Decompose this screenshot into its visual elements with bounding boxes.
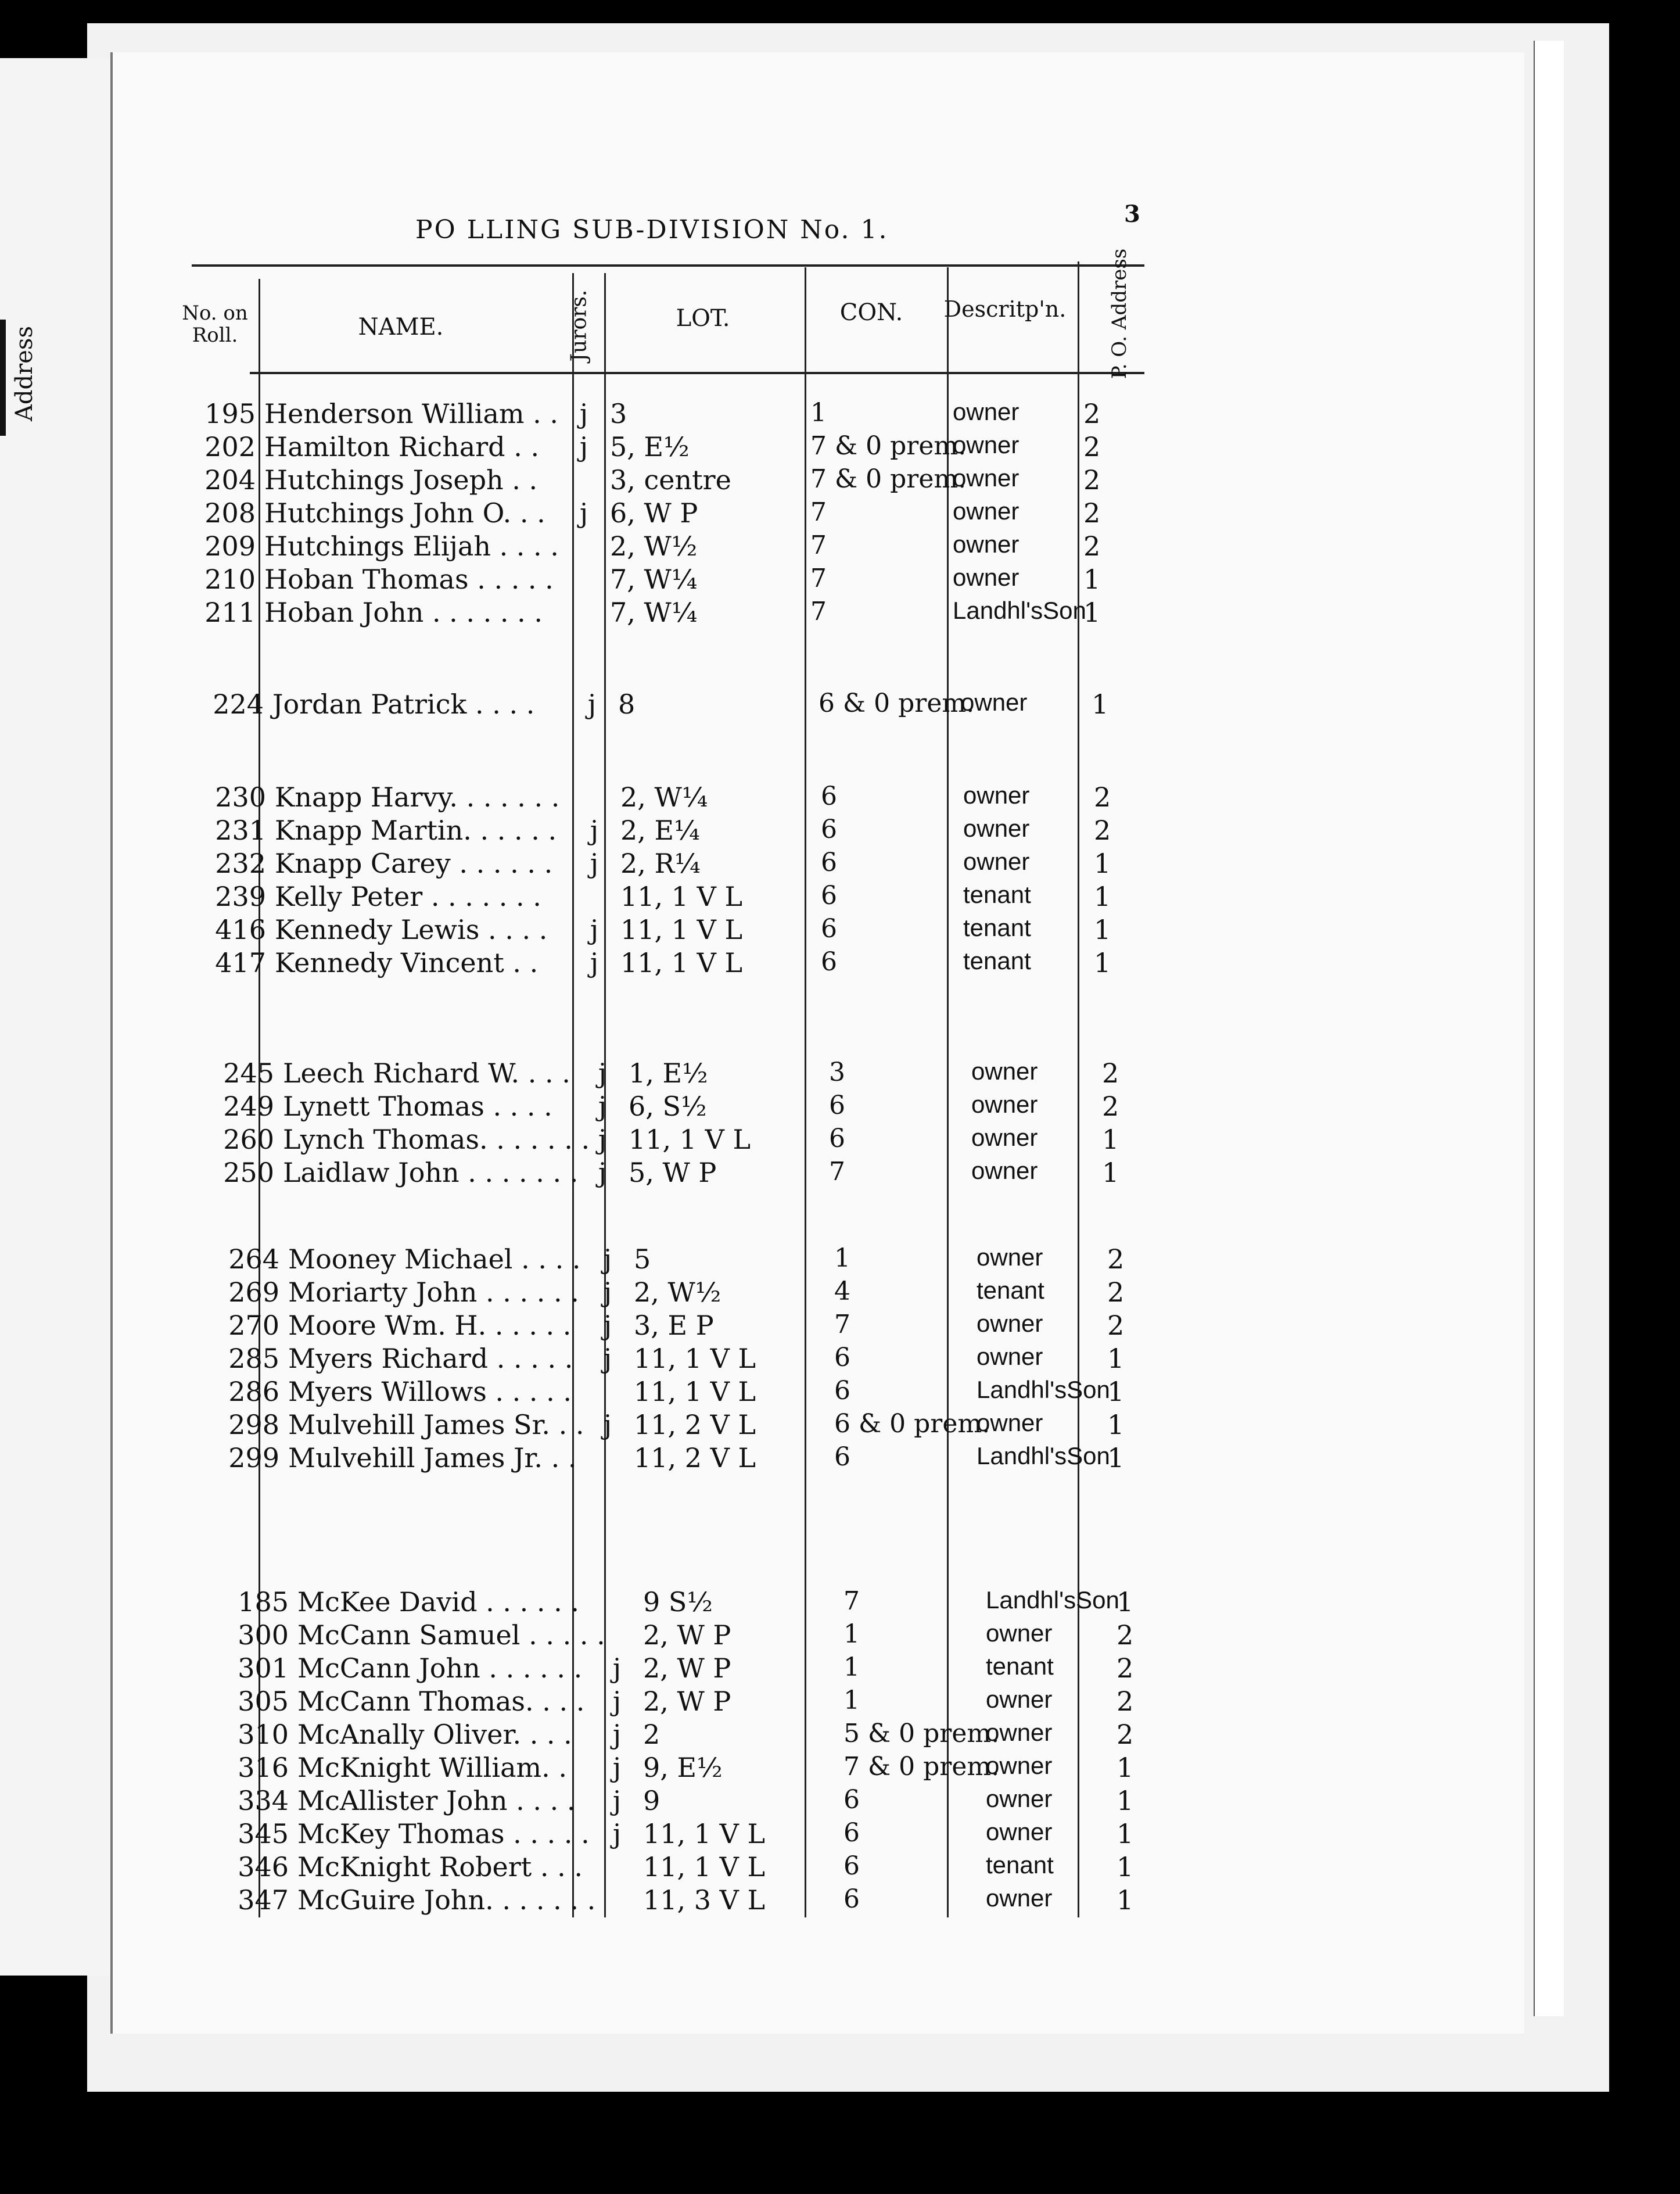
cell-desc: owner: [986, 1719, 1053, 1746]
cell-po: 2: [1117, 1686, 1134, 1717]
cell-lot: 1, E½: [629, 1057, 708, 1089]
table-row: [24, 1409, 1186, 1443]
cell-po: 2: [1083, 398, 1101, 429]
cell-name: Laidlaw John . . . . . . .: [283, 1157, 579, 1188]
cell-desc: owner: [953, 464, 1020, 492]
cell-juror: j: [598, 1057, 607, 1089]
cell-no: 264: [228, 1243, 279, 1275]
cell-no: 231: [215, 815, 266, 846]
cell-desc: owner: [986, 1884, 1053, 1912]
table-row: [33, 1785, 1195, 1819]
cell-name: McKee David . . . . . .: [297, 1586, 579, 1618]
right-page-edge: [1534, 41, 1564, 2016]
cell-no: 270: [228, 1310, 279, 1341]
cell-name: Mooney Michael . . . .: [288, 1243, 581, 1275]
cell-name: Kennedy Vincent . .: [275, 947, 539, 978]
cell-juror: j: [603, 1409, 612, 1440]
cell-lot: 6, S½: [629, 1091, 707, 1122]
table-row: [24, 1243, 1186, 1277]
cell-lot: 7, W¼: [610, 564, 698, 595]
cell-con: 6: [834, 1442, 850, 1472]
cell-juror: j: [590, 815, 599, 846]
cell-desc: tenant: [986, 1851, 1054, 1878]
cell-lot: 2, E¼: [620, 815, 700, 846]
cell-juror: j: [603, 1277, 612, 1308]
table-row: [33, 1586, 1195, 1620]
cell-juror: j: [612, 1785, 622, 1816]
cell-name: Mulvehill James Jr. . .: [288, 1442, 577, 1474]
cell-desc: owner: [986, 1619, 1053, 1647]
cell-juror: j: [579, 398, 588, 429]
cell-po: 2: [1117, 1619, 1134, 1651]
cell-con: 6: [834, 1343, 850, 1372]
cell-desc: owner: [971, 1157, 1038, 1184]
cell-no: 185: [238, 1586, 289, 1618]
cell-desc: owner: [986, 1818, 1053, 1845]
cell-no: 269: [228, 1277, 279, 1308]
cell-no: 416: [215, 914, 266, 945]
cell-con: 6: [821, 781, 837, 811]
cell-con: 7: [829, 1157, 845, 1186]
cell-con: 7: [810, 564, 827, 593]
cell-po: 1: [1083, 564, 1101, 595]
table-row: [24, 1277, 1186, 1310]
cell-po: 2: [1107, 1243, 1125, 1275]
cell-desc: owner: [953, 497, 1020, 525]
cell-po: 1: [1102, 1124, 1119, 1155]
cell-lot: 9: [643, 1785, 660, 1816]
cell-no: 249: [223, 1091, 274, 1122]
header-rule-top: [192, 264, 1144, 267]
cell-name: McKnight Robert . . .: [297, 1851, 583, 1883]
cell-desc: owner: [977, 1343, 1043, 1370]
cell-no: 299: [228, 1442, 279, 1474]
cell-po: 1: [1102, 1157, 1119, 1188]
cell-no: 211: [204, 597, 256, 628]
cell-desc: owner: [953, 530, 1020, 558]
table-row: [24, 1442, 1186, 1476]
cell-con: 6: [829, 1091, 845, 1120]
cell-name: Kelly Peter . . . . . . .: [275, 881, 541, 912]
table-row: [0, 564, 1162, 597]
cell-con: 6: [843, 1785, 860, 1815]
cell-no: 417: [215, 947, 266, 978]
cell-desc: tenant: [963, 914, 1031, 941]
cell-lot: 9 S½: [643, 1586, 713, 1618]
cell-no: 245: [223, 1057, 274, 1089]
cell-con: 1: [843, 1652, 860, 1682]
cell-po: 1: [1094, 848, 1111, 879]
cell-desc: owner: [971, 1057, 1038, 1085]
cell-no: 202: [204, 431, 256, 463]
cell-juror: j: [598, 1157, 607, 1188]
cell-desc: owner: [977, 1243, 1043, 1271]
cell-name: Kennedy Lewis . . . .: [275, 914, 548, 945]
cell-po: 2: [1083, 530, 1101, 562]
cell-juror: j: [579, 497, 588, 529]
cell-po: 1: [1107, 1442, 1125, 1474]
cell-lot: 2: [643, 1719, 660, 1750]
cell-po: 2: [1094, 815, 1111, 846]
header-rule-bottom: [250, 372, 1144, 374]
column-header-lot: LOT.: [676, 305, 730, 332]
cell-no: 300: [238, 1619, 289, 1651]
table-row: [10, 947, 1172, 981]
cell-juror: j: [598, 1091, 607, 1122]
cell-no: 250: [223, 1157, 274, 1188]
cell-desc: owner: [963, 848, 1030, 875]
cell-con: 1: [843, 1686, 860, 1715]
cell-no: 260: [223, 1124, 274, 1155]
cell-no: 224: [213, 689, 264, 720]
cell-con: 6 & 0 prem.: [819, 689, 975, 718]
cell-name: Hutchings Elijah . . . .: [264, 530, 559, 562]
cell-desc: owner: [986, 1686, 1053, 1713]
cell-desc: owner: [971, 1091, 1038, 1118]
cell-po: 1: [1094, 947, 1111, 978]
cell-con: 7: [810, 597, 827, 626]
table-row: [33, 1851, 1195, 1885]
cell-no: 346: [238, 1851, 289, 1883]
cell-po: 2: [1083, 497, 1101, 529]
cell-po: 1: [1083, 597, 1101, 628]
cell-desc: tenant: [986, 1652, 1054, 1680]
cell-po: 2: [1094, 781, 1111, 813]
cell-lot: 2, W P: [643, 1686, 731, 1717]
cell-lot: 11, 1 V L: [629, 1124, 751, 1155]
column-header-no: No. on Roll.: [182, 302, 248, 347]
cell-lot: 5, E½: [610, 431, 690, 463]
table-row: [0, 497, 1162, 531]
cell-desc: Landhl'sSon: [953, 597, 1086, 624]
cell-juror: j: [612, 1686, 622, 1717]
cell-juror: j: [590, 848, 599, 879]
cell-name: Mulvehill James Sr. . .: [288, 1409, 584, 1440]
cell-no: 301: [238, 1652, 289, 1684]
cell-desc: owner: [986, 1752, 1053, 1779]
cell-no: 230: [215, 781, 266, 813]
cell-lot: 11, 1 V L: [620, 914, 743, 945]
cell-juror: j: [590, 914, 599, 945]
cell-name: Moriarty John . . . . . .: [288, 1277, 579, 1308]
cell-name: Knapp Carey . . . . . .: [275, 848, 553, 879]
cell-name: Henderson William . .: [264, 398, 559, 429]
column-header-con: CON.: [839, 299, 903, 326]
cell-desc: owner: [977, 1310, 1043, 1337]
cell-no: 209: [204, 530, 256, 562]
table-row: [33, 1686, 1195, 1719]
cell-juror: j: [587, 689, 597, 720]
cell-desc: owner: [963, 781, 1030, 809]
cell-desc: tenant: [977, 1277, 1044, 1304]
cell-juror: j: [603, 1243, 612, 1275]
cell-lot: 6, W P: [610, 497, 698, 529]
cell-name: McKnight William. .: [297, 1752, 567, 1783]
cell-con: 7: [810, 530, 827, 560]
cell-con: 6: [843, 1884, 860, 1914]
cell-name: Hamilton Richard . .: [264, 431, 540, 463]
cell-name: Moore Wm. H. . . . . .: [288, 1310, 572, 1341]
cell-no: 195: [204, 398, 256, 429]
cell-lot: 11, 1 V L: [643, 1851, 766, 1883]
cell-no: 345: [238, 1818, 289, 1849]
cell-juror: j: [603, 1343, 612, 1374]
cell-name: Knapp Martin. . . . . .: [275, 815, 557, 846]
table-row: [33, 1619, 1195, 1653]
cell-con: 6: [821, 848, 837, 877]
cell-lot: 11, 1 V L: [620, 881, 743, 912]
cell-lot: 5: [634, 1243, 651, 1275]
cell-name: Lynch Thomas. . . . . . .: [283, 1124, 590, 1155]
page-title: PO LLING SUB-DIVISION No. 1.: [415, 215, 889, 245]
cell-con: 6: [821, 815, 837, 844]
cell-con: 7: [843, 1586, 860, 1616]
cell-po: 1: [1092, 689, 1109, 720]
cell-po: 2: [1083, 464, 1101, 496]
table-row: [10, 815, 1172, 848]
cell-juror: j: [612, 1719, 622, 1750]
cell-con: 6: [821, 914, 837, 944]
cell-name: McGuire John. . . . . . .: [297, 1884, 596, 1916]
cell-con: 4: [834, 1277, 850, 1306]
cell-po: 1: [1117, 1586, 1134, 1618]
cell-juror: j: [612, 1818, 622, 1849]
table-row: [33, 1752, 1195, 1786]
table-row: [33, 1884, 1195, 1918]
cell-po: 1: [1107, 1409, 1125, 1440]
cell-lot: 11, 1 V L: [643, 1818, 766, 1849]
cell-desc: owner: [986, 1785, 1053, 1812]
cell-lot: 2, W P: [643, 1619, 731, 1651]
cell-desc: owner: [953, 398, 1020, 425]
cell-lot: 2, W¼: [620, 781, 708, 813]
cell-lot: 11, 2 V L: [634, 1409, 756, 1440]
cell-con: 7 & 0 prem.: [810, 431, 967, 461]
page-number: 3: [1124, 200, 1140, 228]
cell-no: 208: [204, 497, 256, 529]
cell-lot: 2, W½: [634, 1277, 721, 1308]
cell-con: 1: [843, 1619, 860, 1649]
table-row: [33, 1818, 1195, 1852]
cell-desc: Landhl'sSon: [986, 1586, 1119, 1614]
table-row: [0, 398, 1162, 432]
cell-name: Hoban John . . . . . . .: [264, 597, 543, 628]
cell-no: 334: [238, 1785, 289, 1816]
cell-po: 1: [1107, 1376, 1125, 1407]
table-row: [10, 781, 1172, 815]
cell-po: 1: [1117, 1884, 1134, 1916]
cell-name: Jordan Patrick . . . .: [272, 689, 535, 720]
cell-lot: 3, E P: [634, 1310, 714, 1341]
cell-lot: 3: [610, 398, 627, 429]
cell-con: 6: [821, 881, 837, 910]
cell-desc: owner: [971, 1124, 1038, 1151]
table-row: [19, 1157, 1180, 1191]
cell-desc: owner: [977, 1409, 1043, 1436]
cell-name: Myers Willows . . . . .: [288, 1376, 572, 1407]
cell-lot: 11, 1 V L: [620, 947, 743, 978]
table-row: [24, 1376, 1186, 1410]
cell-name: McAllister John . . . .: [297, 1785, 576, 1816]
cell-lot: 11, 1 V L: [634, 1343, 756, 1374]
table-row: [0, 597, 1162, 630]
cell-no: 239: [215, 881, 266, 912]
cell-con: 7: [834, 1310, 850, 1339]
cell-name: McKey Thomas . . . . .: [297, 1818, 590, 1849]
cell-po: 1: [1117, 1818, 1134, 1849]
cell-po: 1: [1117, 1851, 1134, 1883]
cell-po: 2: [1117, 1652, 1134, 1684]
cell-po: 1: [1094, 881, 1111, 912]
cell-name: Lynett Thomas . . . .: [283, 1091, 552, 1122]
cell-name: Knapp Harvy. . . . . . .: [275, 781, 560, 813]
cell-name: Myers Richard . . . . .: [288, 1343, 573, 1374]
table-row: [33, 1652, 1195, 1686]
cell-no: 210: [204, 564, 256, 595]
table-row: [8, 689, 1170, 722]
cell-desc: owner: [953, 564, 1020, 591]
table-row: [24, 1310, 1186, 1343]
cell-lot: 7, W¼: [610, 597, 698, 628]
cell-con: 3: [829, 1057, 845, 1087]
cell-no: 310: [238, 1719, 289, 1750]
table-row: [0, 464, 1162, 498]
cell-po: 2: [1102, 1091, 1119, 1122]
cell-po: 2: [1107, 1310, 1125, 1341]
cell-juror: j: [612, 1652, 622, 1684]
cell-con: 6: [821, 947, 837, 977]
cell-lot: 11, 3 V L: [643, 1884, 766, 1916]
cell-lot: 8: [618, 689, 636, 720]
table-row: [0, 431, 1162, 465]
cell-po: 1: [1094, 914, 1111, 945]
cell-lot: 2, W½: [610, 530, 698, 562]
cell-desc: Landhl'sSon: [977, 1442, 1110, 1469]
cell-con: 1: [834, 1243, 850, 1273]
cell-no: 316: [238, 1752, 289, 1783]
cell-con: 6: [829, 1124, 845, 1153]
cell-con: 6 & 0 prem.: [834, 1409, 990, 1439]
cell-juror: j: [579, 431, 588, 463]
cell-po: 1: [1117, 1785, 1134, 1816]
cell-no: 305: [238, 1686, 289, 1717]
cell-juror: j: [590, 947, 599, 978]
cell-po: 2: [1107, 1277, 1125, 1308]
cell-juror: j: [612, 1752, 622, 1783]
cell-lot: 11, 2 V L: [634, 1442, 756, 1474]
cell-desc: tenant: [963, 947, 1031, 974]
cell-po: 2: [1117, 1719, 1134, 1750]
cell-juror: j: [603, 1310, 612, 1341]
cell-con: 1: [810, 398, 827, 428]
cell-lot: 2, R¼: [620, 848, 701, 879]
table-row: [10, 881, 1172, 915]
cell-con: 7 & 0 prem.: [843, 1752, 1000, 1781]
cell-name: McCann Samuel . . . . .: [297, 1619, 605, 1651]
column-header-po: P. O. Address: [1108, 248, 1132, 379]
cell-desc: owner: [961, 689, 1028, 716]
column-header-jurors: Jurors.: [567, 289, 591, 362]
cell-desc: owner: [963, 815, 1030, 842]
cell-no: 204: [204, 464, 256, 496]
table-row: [10, 914, 1172, 948]
cell-po: 2: [1102, 1057, 1119, 1089]
cell-con: 7 & 0 prem.: [810, 464, 967, 494]
table-row: [10, 848, 1172, 881]
cell-desc: owner: [953, 431, 1020, 458]
cell-desc: Landhl'sSon: [977, 1376, 1110, 1403]
cell-con: 7: [810, 497, 827, 527]
cell-con: 5 & 0 prem.: [843, 1719, 1000, 1748]
cell-po: 1: [1117, 1752, 1134, 1783]
table-row: [33, 1719, 1195, 1752]
cell-no: 347: [238, 1884, 289, 1916]
cell-no: 232: [215, 848, 266, 879]
cell-lot: 9, E½: [643, 1752, 723, 1783]
table-row: [19, 1091, 1180, 1124]
table-row: [19, 1057, 1180, 1091]
cell-name: Hutchings Joseph . .: [264, 464, 538, 496]
cell-name: McAnally Oliver. . . .: [297, 1719, 572, 1750]
cell-no: 285: [228, 1343, 279, 1374]
column-header-desc: Descritp'n.: [943, 296, 1067, 322]
table-row: [19, 1124, 1180, 1157]
cell-name: McCann John . . . . . .: [297, 1652, 583, 1684]
cell-juror: j: [598, 1124, 607, 1155]
cell-name: Hoban Thomas . . . . .: [264, 564, 554, 595]
cell-con: 6: [843, 1851, 860, 1881]
cell-po: 1: [1107, 1343, 1125, 1374]
cell-no: 286: [228, 1376, 279, 1407]
cell-po: 2: [1083, 431, 1101, 463]
column-header-name: NAME.: [358, 314, 444, 340]
cell-lot: 2, W P: [643, 1652, 731, 1684]
table-row: [0, 530, 1162, 564]
table-row: [24, 1343, 1186, 1376]
cell-name: Leech Richard W. . . .: [283, 1057, 570, 1089]
cell-no: 298: [228, 1409, 279, 1440]
cell-lot: 11, 1 V L: [634, 1376, 756, 1407]
left-page-label: Address: [10, 326, 38, 421]
cell-con: 6: [843, 1818, 860, 1848]
cell-desc: tenant: [963, 881, 1031, 908]
cell-con: 6: [834, 1376, 850, 1406]
cell-lot: 3, centre: [610, 464, 731, 496]
cell-name: Hutchings John O. . .: [264, 497, 545, 529]
cell-name: McCann Thomas. . . .: [297, 1686, 585, 1717]
cell-lot: 5, W P: [629, 1157, 717, 1188]
